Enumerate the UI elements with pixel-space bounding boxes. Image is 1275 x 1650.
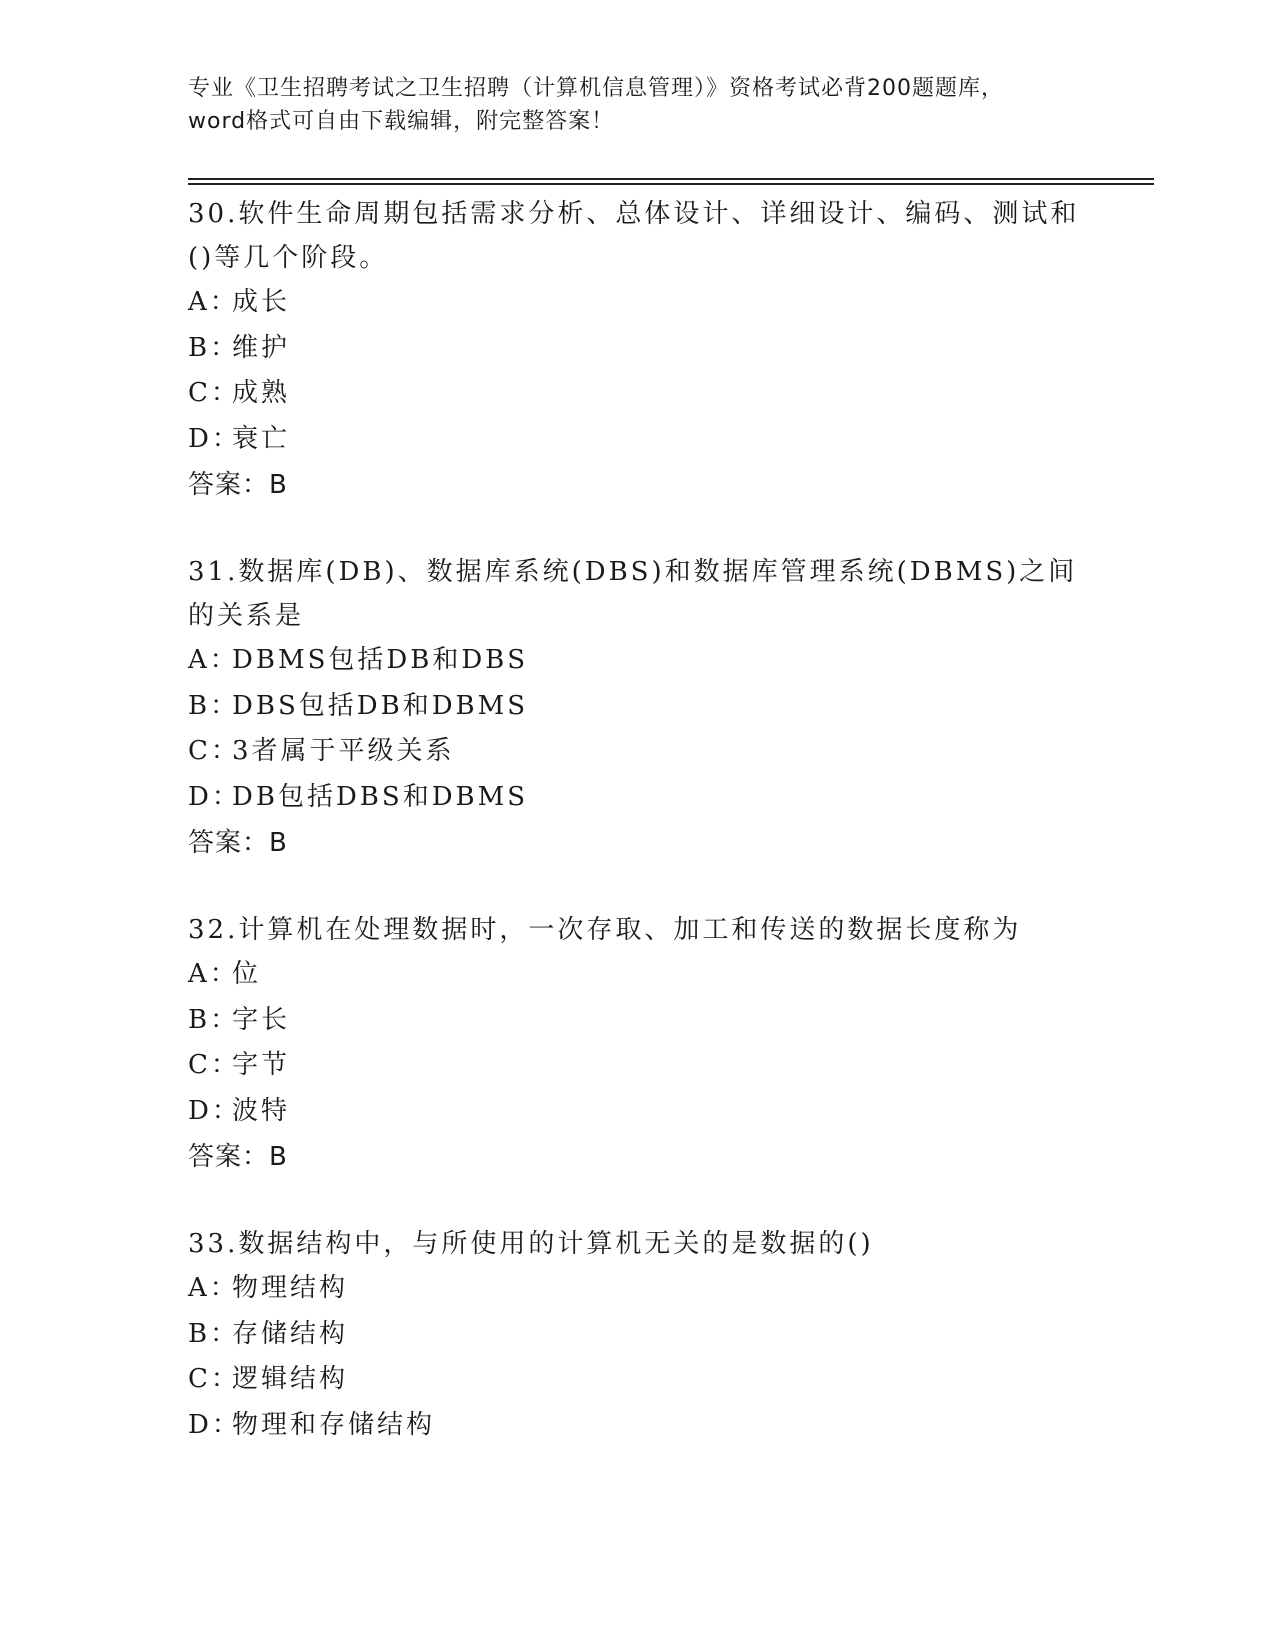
- option-text: 3者属于平级关系: [232, 736, 455, 766]
- option-letter: B：: [188, 1004, 240, 1035]
- question-33: [188, 1222, 1088, 1448]
- option-b: [188, 998, 1088, 1044]
- option-d: [188, 417, 1088, 463]
- option-letter: A：: [188, 287, 239, 317]
- option-letter: A：: [188, 1273, 239, 1303]
- option-letter: B：: [188, 1318, 240, 1349]
- option-d: [188, 775, 1088, 821]
- option-letter: D：: [188, 1409, 241, 1440]
- option-c: [188, 1043, 1088, 1089]
- header-line-1: 专业《卫生招聘考试之卫生招聘（计算机信息管理）》资格考试必背200题题库，: [188, 76, 1004, 101]
- question-30: [188, 192, 1088, 508]
- option-b: [188, 326, 1088, 372]
- option-letter: B：: [188, 690, 240, 721]
- option-letter: C：: [188, 1050, 240, 1080]
- question-32: [188, 908, 1088, 1180]
- question-31: [188, 550, 1088, 866]
- answer-label: 答案：B: [188, 1142, 288, 1172]
- header-divider-top: [188, 178, 1154, 180]
- option-c: [188, 1357, 1088, 1403]
- question-list: [188, 190, 1088, 1490]
- option-letter: C：: [188, 1364, 240, 1394]
- option-c: [188, 371, 1088, 417]
- option-a: [188, 952, 1088, 998]
- option-text: 波特: [232, 1095, 291, 1126]
- option-text: 字节: [232, 1050, 291, 1080]
- option-letter: D：: [188, 1095, 241, 1126]
- option-text: 维护: [232, 332, 291, 363]
- option-text: 衰亡: [232, 423, 291, 454]
- option-a: [188, 638, 1088, 684]
- option-letter: D：: [188, 781, 241, 812]
- option-c: [188, 729, 1088, 775]
- option-a: [188, 280, 1088, 326]
- option-letter: D：: [188, 423, 241, 454]
- option-b: [188, 1312, 1088, 1358]
- document-header: [188, 72, 1088, 138]
- option-text: 逻辑结构: [232, 1364, 349, 1394]
- option-letter: C：: [188, 736, 240, 766]
- option-d: [188, 1403, 1088, 1449]
- option-text: DBS包括DB和DBMS: [232, 690, 529, 721]
- question-text: 33.数据结构中，与所使用的计算机无关的是数据的(): [188, 1229, 874, 1259]
- option-a: [188, 1266, 1088, 1312]
- option-text: 物理结构: [232, 1273, 349, 1303]
- option-text: 字长: [232, 1004, 291, 1035]
- answer-label: 答案：B: [188, 828, 288, 858]
- option-d: [188, 1089, 1088, 1135]
- option-text: 物理和存储结构: [232, 1409, 436, 1440]
- option-text: 成熟: [232, 378, 291, 408]
- option-text: DBMS包括DB和DBS: [232, 645, 529, 675]
- question-text: 31.数据库(DB)、数据库系统(DBS)和数据库管理系统(DBMS)之间的关系是: [188, 557, 1078, 631]
- option-letter: B：: [188, 332, 240, 363]
- question-text: 32.计算机在处理数据时，一次存取、加工和传送的数据长度称为: [188, 915, 1022, 945]
- answer-label: 答案：B: [188, 470, 288, 500]
- option-text: 存储结构: [232, 1318, 349, 1349]
- option-text: 成长: [232, 287, 291, 317]
- option-text: 位: [232, 959, 262, 989]
- option-letter: A：: [188, 959, 239, 989]
- header-divider-bottom: [188, 183, 1154, 185]
- option-b: [188, 684, 1088, 730]
- question-text: 30.软件生命周期包括需求分析、总体设计、详细设计、编码、测试和()等几个阶段。: [188, 199, 1080, 273]
- option-letter: C：: [188, 378, 240, 408]
- option-text: DB包括DBS和DBMS: [232, 781, 529, 812]
- header-line-2: word格式可自由下载编辑，附完整答案！: [188, 109, 615, 134]
- option-letter: A：: [188, 645, 239, 675]
